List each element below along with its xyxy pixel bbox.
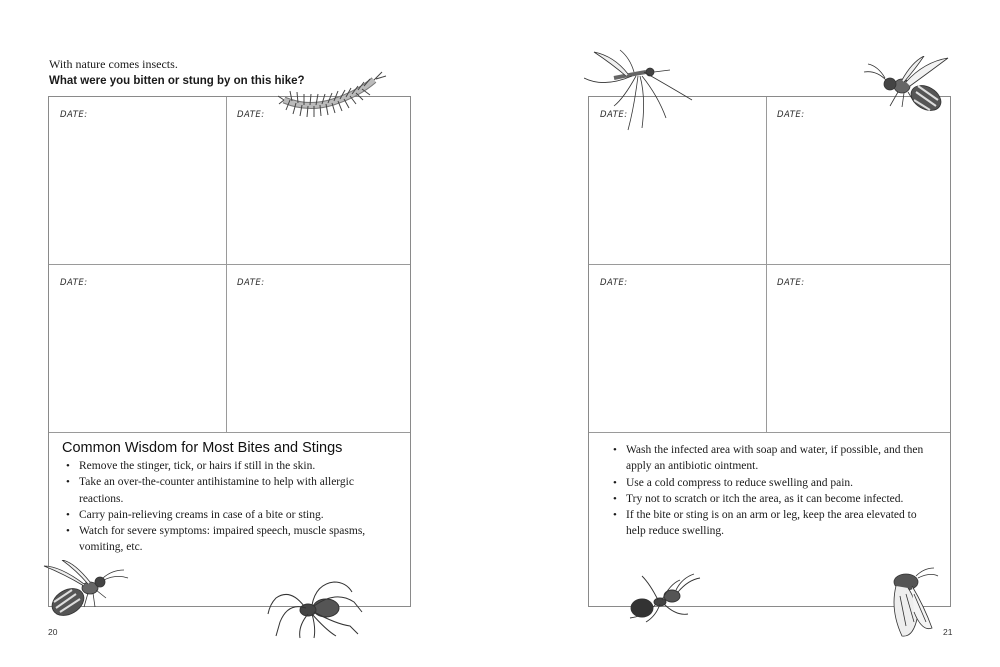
centipede-illustration xyxy=(278,66,390,122)
tip-item: • Remove the stinger, tick, or hairs if still in the skin. xyxy=(62,458,397,474)
page-number: 20 xyxy=(48,627,58,637)
tip-item: • Carry pain-relieving creams in case of a bite or sting. xyxy=(62,507,397,523)
date-label: DATE: xyxy=(60,110,88,120)
date-label: DATE: xyxy=(600,110,628,120)
date-label: DATE: xyxy=(237,110,265,120)
right-page xyxy=(500,0,1000,667)
date-label: DATE: xyxy=(600,278,628,288)
grid-divider-horizontal xyxy=(49,264,410,265)
wasp-illustration xyxy=(858,56,954,122)
journal-prompt: What were you bitten or stung by on this hike? xyxy=(49,75,305,87)
tips-title: Common Wisdom for Most Bites and Stings xyxy=(62,440,343,456)
grid-divider-horizontal xyxy=(49,432,410,433)
wasp-illustration xyxy=(40,560,132,624)
tip-item: • Use a cold compress to reduce swelling and pain. xyxy=(609,475,929,491)
tips-list xyxy=(609,442,929,540)
date-label: DATE: xyxy=(777,278,805,288)
tip-item: • If the bite or sting is on an arm or leg, keep the area elevated to help reduce swelling. xyxy=(609,507,929,540)
intro-line: With nature comes insects. xyxy=(49,57,178,71)
tip-item: • Watch for severe symptoms: impaired speech, muscle spasms, vomiting, etc. xyxy=(62,523,397,556)
tip-item: • Try not to scratch or itch the area, as it can become infected. xyxy=(609,491,929,507)
grid-divider-horizontal xyxy=(589,432,950,433)
cicada-illustration xyxy=(884,566,940,640)
date-label: DATE: xyxy=(237,278,265,288)
tip-item: • Wash the infected area with soap and water, if possible, and then apply an antibiotic ointment. xyxy=(609,442,929,475)
tips-list xyxy=(62,458,397,556)
bite-log-grid xyxy=(48,96,411,607)
intro-text xyxy=(49,56,305,90)
mosquito-illustration xyxy=(584,48,696,132)
spider-illustration xyxy=(266,578,366,640)
ant-illustration xyxy=(626,572,704,624)
date-label: DATE: xyxy=(60,278,88,288)
tip-item: • Take an over-the-counter antihistamine to help with allergic reactions. xyxy=(62,474,397,507)
page-number: 21 xyxy=(943,627,953,637)
date-label: DATE: xyxy=(777,110,805,120)
grid-divider-horizontal xyxy=(589,264,950,265)
bite-log-grid xyxy=(588,96,951,607)
